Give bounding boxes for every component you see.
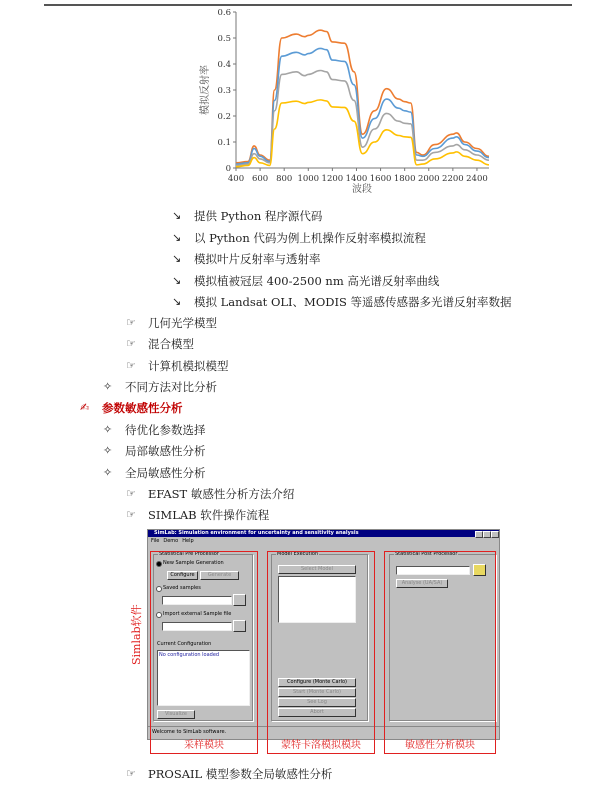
hand-bullet-icon: ☞ [126, 316, 136, 329]
reflectance-chart [190, 0, 500, 200]
x-tick-label: 2200 [442, 174, 464, 184]
y-axis-label: 模拟反射率 [200, 65, 211, 115]
generate-button[interactable]: Generate [200, 571, 239, 580]
list-item-text: 几何光学模型 [148, 316, 217, 330]
visualize-button[interactable]: Visualize [157, 710, 195, 719]
y-tick-label: 0.4 [217, 60, 231, 70]
group-title: Model Execution [277, 551, 319, 557]
status-bar: Welcome to SimLab software. [148, 726, 499, 737]
saved-samples-label: Saved samples [163, 585, 201, 591]
menu-help[interactable]: Help [182, 538, 194, 544]
list-item-text: 混合模型 [148, 337, 194, 352]
list-item-text: 模拟 Landsat OLI、MODIS 等遥感传感器多光谱反射率数据 [194, 295, 512, 309]
x-tick-label: 600 [251, 174, 269, 184]
arrow-bullet-icon: ↘ [172, 230, 182, 244]
monte-carlo-module-label: 蒙特卡洛模拟模块 [281, 740, 361, 751]
list-item-text: 模拟叶片反射率与透射率 [194, 252, 321, 266]
list-item [172, 252, 321, 266]
list-item [103, 465, 206, 480]
list-item-text: 局部敏感性分析 [125, 444, 206, 459]
list-item [126, 508, 270, 523]
y-tick-label: 0.2 [217, 112, 231, 122]
current-config-box: No configuration loaded [157, 650, 250, 706]
maximize-button[interactable] [483, 531, 491, 538]
diamond-bullet-icon: ✧ [103, 465, 113, 479]
diamond-bullet-icon: ✧ [103, 380, 113, 393]
series-line-4 [236, 100, 489, 167]
group-title: Statistical Post Processor [395, 551, 458, 557]
y-tick-label: 0.1 [217, 138, 231, 148]
abort-button[interactable]: Abort [278, 708, 356, 717]
sampling-module-label: 采样模块 [184, 740, 224, 751]
list-item [126, 316, 217, 330]
list-item [172, 230, 426, 245]
menu-demo[interactable]: Demo [163, 538, 179, 544]
x-tick-label: 1600 [369, 174, 392, 184]
list-item-text: PROSAIL 模型参数全局敏感性分析 [148, 767, 333, 781]
list-item [172, 273, 440, 288]
see-log-button[interactable]: See Log [278, 698, 356, 707]
window-title: SimLab: Simulation environment for uncertainty and sensitivity analysis [154, 530, 359, 536]
x-tick-label: 1200 [321, 174, 344, 184]
y-tick-label: 0.5 [217, 34, 231, 44]
sensitivity-module-label: 敏感性分析模块 [405, 740, 475, 751]
hand-bullet-icon: ☞ [126, 487, 136, 500]
hand-bullet-icon: ☞ [126, 508, 136, 522]
simlab-side-label: Simlab软件 [130, 604, 143, 665]
minimize-button[interactable] [475, 531, 483, 538]
x-tick-label: 800 [276, 174, 293, 184]
list-item [172, 295, 512, 309]
list-item-text: SIMLAB 软件操作流程 [148, 508, 270, 523]
diamond-bullet-icon: ✧ [103, 444, 113, 458]
configure-monte-carlo-button[interactable]: Configure (Monte Carlo) [278, 678, 356, 687]
list-item [126, 487, 295, 501]
sampling-module-box [150, 551, 258, 754]
list-item [103, 380, 217, 394]
group-title: Statistical Pre Processor [159, 551, 219, 557]
list-item-text: 全局敏感性分析 [125, 465, 206, 480]
arrow-bullet-icon: ↘ [172, 209, 182, 222]
menu-bar [148, 537, 499, 545]
list-item-text: 提供 Python 程序源代码 [194, 209, 323, 223]
list-item-text: 计算机模拟模型 [148, 358, 229, 373]
list-item-text: 模拟植被冠层 400-2500 nm 高光谱反射率曲线 [194, 273, 440, 288]
y-tick-label: 0.6 [217, 8, 231, 18]
y-tick-label: 0 [225, 164, 231, 174]
configure-button[interactable]: Configure [167, 571, 198, 580]
monte-carlo-module-box [267, 551, 375, 754]
list-item-text: 不同方法对比分析 [125, 380, 217, 394]
list-item-text: 待优化参数选择 [125, 423, 206, 437]
menu-file[interactable]: File [151, 538, 160, 544]
list-item [103, 444, 206, 459]
list-item [103, 423, 206, 437]
x-tick-label: 1400 [345, 174, 368, 184]
list-item-text: EFAST 敏感性分析方法介绍 [148, 487, 295, 501]
sensitivity-module-box [384, 551, 496, 754]
list-item [172, 209, 323, 223]
hand-bullet-icon: ☞ [126, 767, 136, 780]
diamond-bullet-icon: ✧ [103, 423, 113, 436]
pen-bullet-icon: ✍ [80, 401, 90, 414]
analyse-button[interactable]: Analyse (UA/SA) [396, 579, 448, 588]
list-item [126, 767, 333, 781]
arrow-bullet-icon: ↘ [172, 252, 182, 265]
list-item-text: 以 Python 代码为例上机操作反射率模拟流程 [194, 230, 426, 245]
hand-bullet-icon: ☞ [126, 337, 136, 351]
series-line-1 [236, 30, 489, 163]
title-bar [148, 530, 499, 537]
list-item [126, 337, 194, 352]
section-heading [80, 401, 183, 415]
start-monte-carlo-button[interactable]: Start (Monte Carlo) [278, 688, 356, 697]
close-button[interactable] [491, 531, 499, 538]
import-label: Import external Sample file [163, 611, 232, 617]
x-tick-label: 2400 [466, 174, 488, 184]
hand-bullet-icon: ☞ [126, 358, 136, 372]
x-tick-label: 1000 [297, 174, 320, 184]
x-tick-label: 2000 [417, 174, 440, 184]
select-model-button[interactable]: Select Model [278, 565, 356, 574]
x-tick-label: 400 [227, 174, 245, 184]
list-item-text: 参数敏感性分析 [102, 401, 183, 415]
new-sample-label: New Sample Generation [163, 560, 224, 566]
series-line-3 [236, 71, 489, 166]
x-tick-label: 1800 [393, 174, 416, 184]
current-config-label: Current Configuration [157, 641, 212, 647]
x-axis-label: 波段 [352, 184, 372, 195]
arrow-bullet-icon: ↘ [172, 273, 182, 287]
y-tick-label: 0.3 [217, 86, 231, 96]
list-item [126, 358, 229, 373]
arrow-bullet-icon: ↘ [172, 295, 182, 308]
